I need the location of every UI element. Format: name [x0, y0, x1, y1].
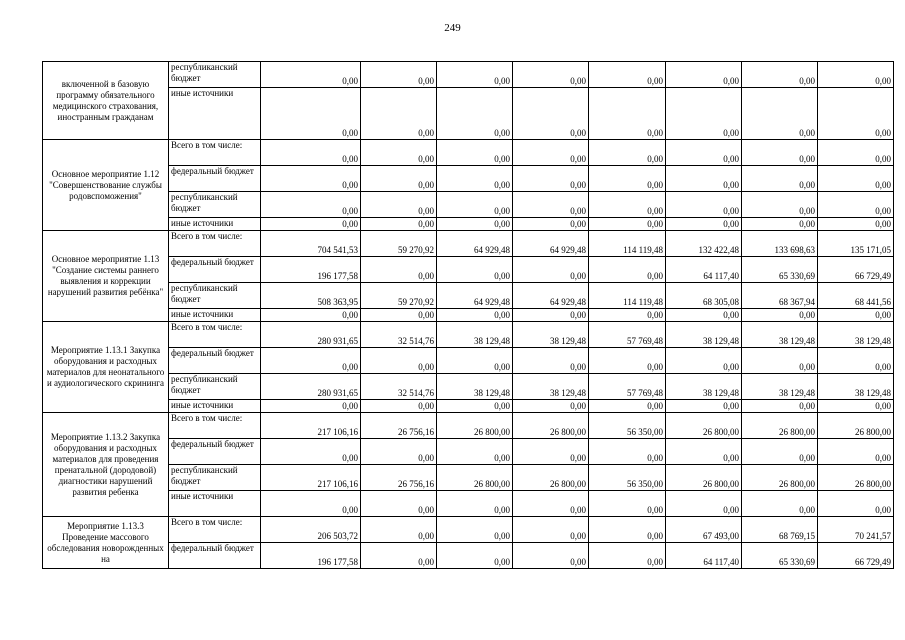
amount-cell: 26 800,00	[437, 465, 513, 491]
amount-cell: 38 129,48	[437, 322, 513, 348]
funding-source-cell: иные источники	[169, 491, 261, 517]
amount-cell: 0,00	[261, 62, 361, 88]
amount-cell: 0,00	[589, 166, 666, 192]
table-row	[43, 231, 894, 257]
amount-cell: 0,00	[437, 517, 513, 543]
funding-source-cell: Всего в том числе:	[169, 140, 261, 166]
amount-cell: 133 698,63	[742, 231, 818, 257]
activity-name-cell: Мероприятие 1.13.2 Закупка оборудования и расходных материалов для проведения пренатальной (дородовой) диагностики нарушений развития ребенка	[43, 413, 169, 517]
amount-cell: 0,00	[513, 88, 589, 140]
amount-cell: 0,00	[818, 348, 894, 374]
table-row	[43, 218, 894, 231]
amount-cell: 0,00	[437, 257, 513, 283]
amount-cell: 59 270,92	[361, 231, 437, 257]
funding-source-cell: Всего в том числе:	[169, 413, 261, 439]
amount-cell: 0,00	[742, 400, 818, 413]
funding-source-cell: республиканский бюджет	[169, 62, 261, 88]
amount-cell: 0,00	[437, 309, 513, 322]
amount-cell: 68 305,08	[666, 283, 742, 309]
amount-cell: 0,00	[513, 218, 589, 231]
amount-cell: 0,00	[589, 491, 666, 517]
amount-cell: 0,00	[818, 62, 894, 88]
table-row	[43, 140, 894, 166]
amount-cell: 280 931,65	[261, 374, 361, 400]
activity-name-cell: Основное мероприятие 1.12 "Совершенствование службы родовспоможения"	[43, 140, 169, 231]
amount-cell: 0,00	[666, 491, 742, 517]
amount-cell: 0,00	[361, 348, 437, 374]
activity-name-cell: включенной в базовую программу обязательного медицинского страхования, иностранным гражданам	[43, 62, 169, 140]
amount-cell: 66 729,49	[818, 257, 894, 283]
amount-cell: 0,00	[261, 309, 361, 322]
amount-cell: 0,00	[261, 88, 361, 140]
table-row	[43, 166, 894, 192]
amount-cell: 0,00	[666, 348, 742, 374]
activity-name-cell: Мероприятие 1.13.3 Проведение массового обследования новорожденных на	[43, 517, 169, 569]
amount-cell: 0,00	[666, 309, 742, 322]
funding-source-cell: федеральный бюджет	[169, 439, 261, 465]
amount-cell: 0,00	[666, 166, 742, 192]
amount-cell: 132 422,48	[666, 231, 742, 257]
amount-cell: 0,00	[818, 140, 894, 166]
amount-cell: 0,00	[361, 400, 437, 413]
amount-cell: 38 129,48	[742, 322, 818, 348]
activity-name-cell: Мероприятие 1.13.1 Закупка оборудования и расходных материалов для неонатального и аудиологического скрининга	[43, 322, 169, 413]
table-row	[43, 192, 894, 218]
amount-cell: 26 800,00	[742, 413, 818, 439]
funding-source-cell: Всего в том числе:	[169, 322, 261, 348]
amount-cell: 0,00	[589, 348, 666, 374]
funding-source-cell: иные источники	[169, 400, 261, 413]
amount-cell: 0,00	[261, 400, 361, 413]
table-row	[43, 439, 894, 465]
amount-cell: 196 177,58	[261, 543, 361, 569]
amount-cell: 0,00	[513, 491, 589, 517]
amount-cell: 26 800,00	[666, 465, 742, 491]
amount-cell: 64 929,48	[437, 283, 513, 309]
amount-cell: 114 119,48	[589, 231, 666, 257]
amount-cell: 0,00	[666, 192, 742, 218]
amount-cell: 0,00	[742, 140, 818, 166]
amount-cell: 217 106,16	[261, 465, 361, 491]
amount-cell: 68 367,94	[742, 283, 818, 309]
amount-cell: 0,00	[666, 439, 742, 465]
funding-source-cell: Всего в том числе:	[169, 231, 261, 257]
amount-cell: 66 729,49	[818, 543, 894, 569]
amount-cell: 0,00	[361, 166, 437, 192]
amount-cell: 59 270,92	[361, 283, 437, 309]
table-row	[43, 543, 894, 569]
amount-cell: 38 129,48	[513, 374, 589, 400]
amount-cell: 64 929,48	[513, 231, 589, 257]
amount-cell: 0,00	[361, 543, 437, 569]
amount-cell: 0,00	[513, 257, 589, 283]
amount-cell: 38 129,48	[818, 322, 894, 348]
amount-cell: 0,00	[261, 192, 361, 218]
amount-cell: 508 363,95	[261, 283, 361, 309]
table-row	[43, 517, 894, 543]
amount-cell: 0,00	[742, 491, 818, 517]
amount-cell: 56 350,00	[589, 465, 666, 491]
table-row	[43, 309, 894, 322]
amount-cell: 280 931,65	[261, 322, 361, 348]
amount-cell: 0,00	[513, 543, 589, 569]
amount-cell: 0,00	[742, 309, 818, 322]
amount-cell: 217 106,16	[261, 413, 361, 439]
amount-cell: 57 769,48	[589, 322, 666, 348]
page-number: 249	[444, 22, 461, 34]
amount-cell: 114 119,48	[589, 283, 666, 309]
funding-source-cell: федеральный бюджет	[169, 543, 261, 569]
amount-cell: 26 800,00	[742, 465, 818, 491]
amount-cell: 0,00	[513, 166, 589, 192]
amount-cell: 0,00	[261, 218, 361, 231]
amount-cell: 0,00	[361, 257, 437, 283]
table-row	[43, 491, 894, 517]
amount-cell: 68 441,56	[818, 283, 894, 309]
amount-cell: 65 330,69	[742, 543, 818, 569]
funding-source-cell: республиканский бюджет	[169, 374, 261, 400]
amount-cell: 38 129,48	[742, 374, 818, 400]
amount-cell: 26 800,00	[818, 465, 894, 491]
amount-cell: 0,00	[361, 218, 437, 231]
amount-cell: 0,00	[437, 62, 513, 88]
amount-cell: 135 171,05	[818, 231, 894, 257]
funding-source-cell: иные источники	[169, 309, 261, 322]
amount-cell: 0,00	[818, 88, 894, 140]
funding-source-cell: Всего в том числе:	[169, 517, 261, 543]
amount-cell: 0,00	[818, 166, 894, 192]
amount-cell: 67 493,00	[666, 517, 742, 543]
amount-cell: 0,00	[589, 88, 666, 140]
amount-cell: 26 800,00	[666, 413, 742, 439]
amount-cell: 0,00	[589, 517, 666, 543]
amount-cell: 0,00	[513, 309, 589, 322]
amount-cell: 0,00	[589, 309, 666, 322]
amount-cell: 38 129,48	[666, 322, 742, 348]
amount-cell: 38 129,48	[437, 374, 513, 400]
table-row	[43, 348, 894, 374]
amount-cell: 0,00	[437, 348, 513, 374]
amount-cell: 0,00	[361, 62, 437, 88]
table-row	[43, 88, 894, 140]
amount-cell: 0,00	[437, 491, 513, 517]
table-row	[43, 283, 894, 309]
amount-cell: 0,00	[361, 517, 437, 543]
amount-cell: 26 800,00	[513, 465, 589, 491]
amount-cell: 64 929,48	[513, 283, 589, 309]
funding-source-cell: республиканский бюджет	[169, 283, 261, 309]
funding-source-cell: федеральный бюджет	[169, 257, 261, 283]
amount-cell: 196 177,58	[261, 257, 361, 283]
amount-cell: 0,00	[361, 491, 437, 517]
amount-cell: 0,00	[437, 218, 513, 231]
funding-source-cell: иные источники	[169, 88, 261, 140]
amount-cell: 0,00	[666, 140, 742, 166]
amount-cell: 70 241,57	[818, 517, 894, 543]
amount-cell: 0,00	[437, 166, 513, 192]
amount-cell: 26 800,00	[437, 413, 513, 439]
funding-source-cell: федеральный бюджет	[169, 166, 261, 192]
amount-cell: 38 129,48	[666, 374, 742, 400]
amount-cell: 65 330,69	[742, 257, 818, 283]
amount-cell: 0,00	[818, 439, 894, 465]
amount-cell: 64 929,48	[437, 231, 513, 257]
amount-cell: 0,00	[361, 439, 437, 465]
amount-cell: 0,00	[589, 62, 666, 88]
amount-cell: 0,00	[818, 192, 894, 218]
amount-cell: 0,00	[261, 439, 361, 465]
amount-cell: 0,00	[513, 400, 589, 413]
funding-source-cell: республиканский бюджет	[169, 192, 261, 218]
amount-cell: 0,00	[666, 88, 742, 140]
amount-cell: 0,00	[437, 543, 513, 569]
amount-cell: 26 800,00	[513, 413, 589, 439]
amount-cell: 68 769,15	[742, 517, 818, 543]
amount-cell: 0,00	[742, 218, 818, 231]
amount-cell: 0,00	[437, 192, 513, 218]
amount-cell: 0,00	[437, 140, 513, 166]
amount-cell: 0,00	[666, 62, 742, 88]
amount-cell: 206 503,72	[261, 517, 361, 543]
activity-name-cell: Основное мероприятие 1.13 "Создание системы раннего выявления и коррекции нарушений развития ребёнка"	[43, 231, 169, 322]
amount-cell: 38 129,48	[513, 322, 589, 348]
amount-cell: 0,00	[818, 218, 894, 231]
amount-cell: 56 350,00	[589, 413, 666, 439]
amount-cell: 0,00	[589, 400, 666, 413]
amount-cell: 64 117,40	[666, 257, 742, 283]
table-row	[43, 374, 894, 400]
amount-cell: 0,00	[513, 140, 589, 166]
amount-cell: 0,00	[589, 192, 666, 218]
amount-cell: 0,00	[818, 400, 894, 413]
amount-cell: 0,00	[361, 309, 437, 322]
amount-cell: 0,00	[261, 140, 361, 166]
amount-cell: 0,00	[589, 543, 666, 569]
table-row	[43, 465, 894, 491]
table-row	[43, 322, 894, 348]
table-row	[43, 400, 894, 413]
amount-cell: 0,00	[513, 439, 589, 465]
amount-cell: 0,00	[361, 140, 437, 166]
amount-cell: 0,00	[513, 62, 589, 88]
amount-cell: 32 514,76	[361, 374, 437, 400]
amount-cell: 0,00	[513, 192, 589, 218]
amount-cell: 0,00	[261, 491, 361, 517]
table-row	[43, 413, 894, 439]
amount-cell: 0,00	[742, 62, 818, 88]
funding-source-cell: республиканский бюджет	[169, 465, 261, 491]
amount-cell: 704 541,53	[261, 231, 361, 257]
table-row	[43, 62, 894, 88]
amount-cell: 0,00	[666, 218, 742, 231]
table-row	[43, 257, 894, 283]
amount-cell: 0,00	[666, 400, 742, 413]
amount-cell: 0,00	[742, 88, 818, 140]
amount-cell: 0,00	[261, 348, 361, 374]
amount-cell: 0,00	[818, 491, 894, 517]
amount-cell: 0,00	[589, 439, 666, 465]
amount-cell: 0,00	[589, 257, 666, 283]
amount-cell: 0,00	[361, 88, 437, 140]
amount-cell: 26 756,16	[361, 413, 437, 439]
amount-cell: 38 129,48	[818, 374, 894, 400]
amount-cell: 0,00	[589, 140, 666, 166]
amount-cell: 0,00	[818, 309, 894, 322]
amount-cell: 0,00	[437, 400, 513, 413]
amount-cell: 0,00	[437, 88, 513, 140]
amount-cell: 0,00	[437, 439, 513, 465]
amount-cell: 0,00	[742, 348, 818, 374]
amount-cell: 0,00	[742, 166, 818, 192]
amount-cell: 57 769,48	[589, 374, 666, 400]
amount-cell: 32 514,76	[361, 322, 437, 348]
funding-source-cell: федеральный бюджет	[169, 348, 261, 374]
amount-cell: 0,00	[742, 439, 818, 465]
amount-cell: 0,00	[513, 348, 589, 374]
funding-source-cell: иные источники	[169, 218, 261, 231]
amount-cell: 0,00	[261, 166, 361, 192]
amount-cell: 64 117,40	[666, 543, 742, 569]
amount-cell: 26 756,16	[361, 465, 437, 491]
amount-cell: 0,00	[589, 218, 666, 231]
amount-cell: 26 800,00	[818, 413, 894, 439]
amount-cell: 0,00	[742, 192, 818, 218]
amount-cell: 0,00	[513, 517, 589, 543]
amount-cell: 0,00	[361, 192, 437, 218]
budget-table	[42, 61, 894, 569]
